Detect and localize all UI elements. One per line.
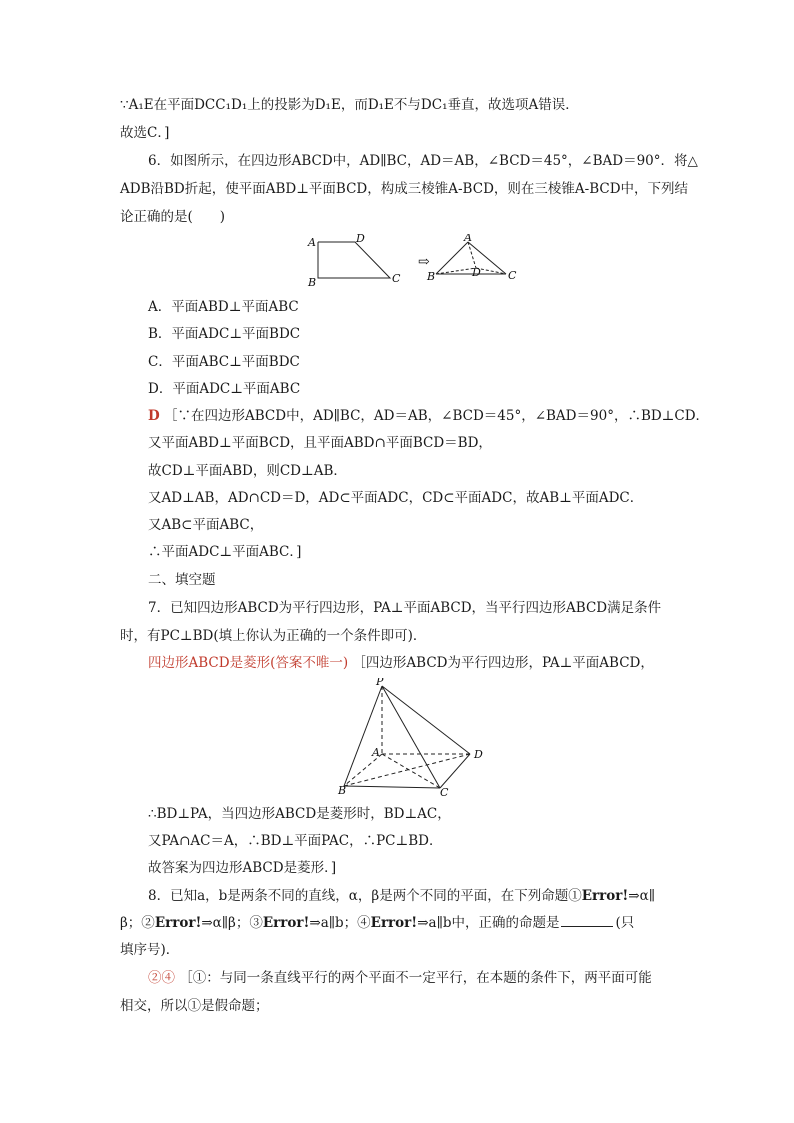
section-heading-fill-in: 二、填空题 <box>148 572 216 588</box>
answer-7-line-1 <box>148 654 654 672</box>
q8-error-2: Error! <box>154 915 202 931</box>
q8-text-4: ⇒α∥β；③ <box>201 915 263 931</box>
option-d: D．平面ADC⊥平面ABC <box>148 381 301 397</box>
question-8-line-3: 填序号)． <box>120 942 180 958</box>
fig1-label-b2: B <box>427 270 436 283</box>
answer-6-line-2: 又平面ABD⊥平面BCD，且平面ABD∩平面BCD＝BD， <box>148 435 492 451</box>
fig2-label-c: C <box>440 786 449 798</box>
q8-text-3: β；② <box>120 915 155 931</box>
question-8-line-2 <box>120 914 634 932</box>
answer-8-line-1 <box>148 969 652 987</box>
fig2-label-d: D <box>474 748 483 761</box>
question-7-figure <box>336 678 492 798</box>
q8-error-1: Error! <box>581 888 629 904</box>
q8-text-6: ⇒a∥b中，正确的命题是 <box>417 915 560 931</box>
fig1-label-c2: C <box>508 269 517 282</box>
answer-7-line-3: 又PA∩AC＝A，∴BD⊥平面PAC，∴PC⊥BD． <box>148 833 443 849</box>
answer-6-explanation: ［∵在四边形ABCD中，AD∥BC，AD＝AB，∠BCD＝45°，∠BAD＝90°，∴BD⊥CD． <box>164 408 710 424</box>
fig2-label-b: B <box>338 784 347 797</box>
q8-text-2: ⇒α∥ <box>628 888 655 904</box>
answer-6-line-3: 故CD⊥平面ABD，则CD⊥AB． <box>148 463 347 479</box>
option-a: A．平面ABD⊥平面ABC <box>148 299 299 315</box>
option-b: B．平面ADC⊥平面BDC <box>148 326 301 342</box>
answer-6-line-6: ∴平面ADC⊥平面ABC．] <box>148 544 302 560</box>
answer-6-line-5: 又AB⊂平面ABC， <box>148 517 264 533</box>
q8-text-5: ⇒a∥b；④ <box>309 915 371 931</box>
fig1-label-c: C <box>392 272 401 285</box>
answer-8-answer: ②④ <box>148 970 175 986</box>
answer-7-line-4: 故答案为四边形ABCD是菱形．] <box>148 860 337 876</box>
text-line-1: ∵A₁E在平面DCC₁D₁上的投影为D₁E，而D₁E不与DC₁垂直，故选项A错误． <box>120 97 579 113</box>
question-7-line-1: 7．已知四边形ABCD为平行四边形，PA⊥平面ABCD，当平行四边形ABCD满足条件 <box>148 600 662 616</box>
q8-text-1: 8．已知a，b是两条不同的直线，α，β是两个不同的平面，在下列命题① <box>148 888 582 904</box>
fig1-label-a: A <box>308 236 316 249</box>
fig1-label-b: B <box>308 276 317 289</box>
question-6-line-3: 论正确的是( ) <box>120 209 226 225</box>
question-7-line-2: 时，有PC⊥BD(填上你认为正确的一个条件即可)． <box>120 628 427 644</box>
answer-6-line-4: 又AD⊥AB，AD∩CD＝D，AD⊂平面ADC，CD⊂平面ADC，故AB⊥平面ADC． <box>148 490 644 506</box>
fig1-label-d: D <box>356 234 365 245</box>
question-6-line-1: 6．如图所示，在四边形ABCD中，AD∥BC，AD＝AB，∠BCD＝45°，∠BAD＝90°．将△ <box>148 153 698 169</box>
question-6-figure <box>300 234 520 290</box>
q8-text-7: (只 <box>615 915 635 931</box>
fig1-arrow: ⇨ <box>418 254 430 270</box>
fig2-label-p: P <box>376 678 384 688</box>
question-6-line-2: ADB沿BD折起，使平面ABD⊥平面BCD，构成三棱锥A-BCD，则在三棱锥A-BCD中，下列结 <box>120 181 689 197</box>
answer-7-answer: 四边形ABCD是菱形(答案不唯一) <box>148 655 349 671</box>
fig1-label-d2: D <box>472 266 481 279</box>
text-line-2: 故选C．] <box>120 125 170 141</box>
answer-8-line-2: 相交，所以①是假命题； <box>120 998 269 1014</box>
answer-8-explanation: ［①：与同一条直线平行的两个平面不一定平行，在本题的条件下，两平面可能 <box>179 970 652 986</box>
question-8-line-1 <box>148 887 655 905</box>
fig1-label-a2: A <box>464 234 472 244</box>
q8-error-4: Error! <box>370 915 418 931</box>
answer-7-line-2: ∴BD⊥PA，当四边形ABCD是菱形时，BD⊥AC， <box>148 806 451 822</box>
fig2-label-a: A <box>372 746 380 759</box>
q8-error-3: Error! <box>262 915 310 931</box>
answer-6-letter: D <box>148 408 160 424</box>
option-c: C．平面ABC⊥平面BDC <box>148 354 300 370</box>
answer-7-explanation: ［四边形ABCD为平行四边形，PA⊥平面ABCD， <box>352 655 654 671</box>
answer-6-line-1 <box>148 407 709 425</box>
q8-answer-blank[interactable] <box>561 914 613 927</box>
